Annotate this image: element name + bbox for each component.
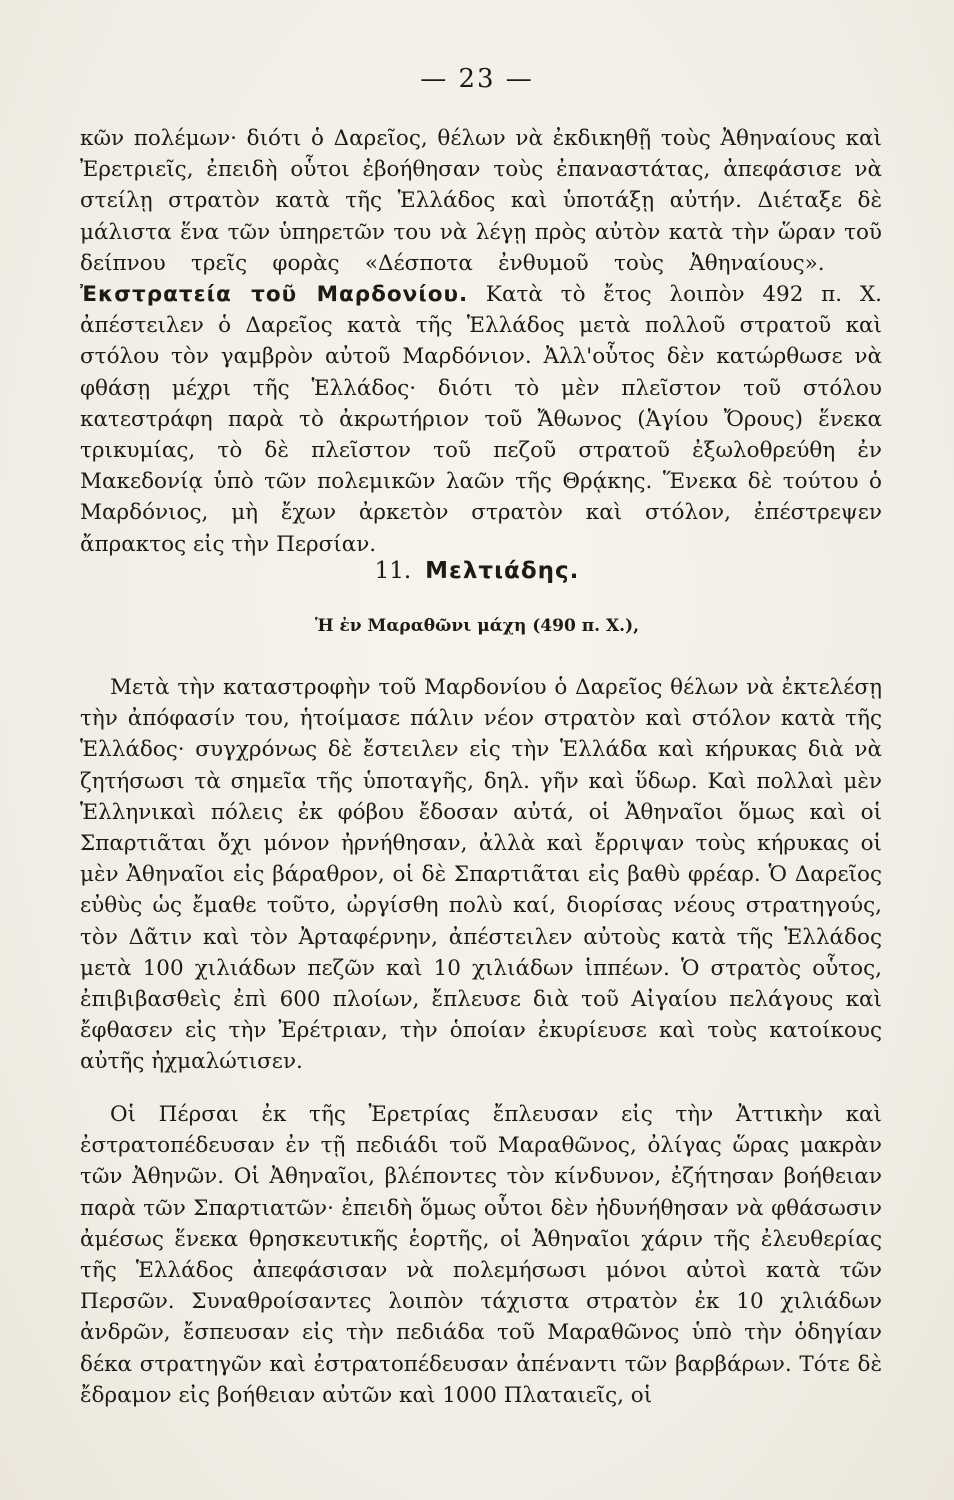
paragraph: [80, 1099, 882, 1411]
paragraph-text: Μετὰ τὴν καταστροφὴν τοῦ Μαρδονίου ὁ Δαρεῖος θέλων νὰ ἐκτελέσῃ τὴν ἀπόφασίν του, ἡτοίμασε πάλιν νέον στρατὸν καὶ στόλον κατὰ τῆς Ἑλλάδος· συγχρόνως δὲ ἔστειλεν εἰς τὴν Ἑλλάδα καὶ κήρυκας διὰ νὰ ζητήσωσι τὰ σημεῖα τῆς ὑποταγῆς, δηλ. γῆν καὶ ὕδωρ. Καὶ πολλαὶ μὲν Ἑλληνικαὶ πόλεις ἐκ φόβου ἔδοσαν αὐτά, οἱ Ἀθηναῖοι ὅμως καὶ οἱ Σπαρτιᾶται ὄχι μόνον ἠρνήθησαν, ἀλλὰ καὶ ἔρριψαν τοὺς κήρυκας οἱ μὲν Ἀθηναῖοι εἰς βάραθρον, οἱ δὲ Σπαρτιᾶται εἰς βαθὺ φρέαρ. Ὁ Δαρεῖος εὐθὺς ὡς ἔμαθε τοῦτο, ὠργίσθη πολὺ καί, διορίσας νέους στρατηγούς, τὸν Δᾶτιν καὶ τὸν Ἀρταφέρνην, ἀπέστειλεν αὐτοὺς κατὰ τῆς Ἑλλάδος μετὰ 100 χιλιάδων πεζῶν καὶ 10 χιλιάδων ἱππέων. Ὁ στρατὸς οὗτος, ἐπιβιβασθεὶς ἐπὶ 600 πλοίων, ἔπλευσε διὰ τοῦ Αἰγαίου πελάγους καὶ ἔφθασεν εἰς τὴν Ἐρέτριαν, τὴν ὁποίαν ἐκυρίευσε καὶ τοὺς κατοίκους αὐτῆς ἠχμαλώτισεν.: [80, 675, 882, 1075]
paragraph-text: Κατὰ τὸ ἔτος λοιπὸν 492 π. Χ. ἀπέστειλεν ὁ Δαρεῖος κατὰ τῆς Ἑλλάδος μετὰ πολλοῦ στρατοῦ καὶ στόλου τὸν γαμβρὸν αὐτοῦ Μαρδόνιον. Ἀλλ'οὗτος δὲν κατώρθωσε νὰ φθάσῃ μέχρι τῆς Ἑλλάδος· διότι τὸ μὲν πλεῖστον τοῦ στόλου κατεστράφη παρὰ τὸ ἀκρωτήριον τοῦ Ἄθωνος (Ἁγίου Ὄρους) ἕνεκα τρικυμίας, τὸ δὲ πλεῖστον τοῦ πεζοῦ στρατοῦ ἐξωλοθρεύθη ἐν Μακεδονίᾳ ὑπὸ τῶν πολεμικῶν λαῶν τῆς Θρᾴκης. Ἕνεκα δὲ τούτου ὁ Μαρδόνιος, μὴ ἔχων ἀρκετὸν στρατὸν καὶ στόλον, ἐπέστρεψεν ἄπρακτος εἰς τὴν Περσίαν.: [80, 282, 882, 557]
section-title: Μελτιάδης.: [425, 558, 580, 584]
section-heading: [0, 558, 954, 584]
section-subheading: Ἡ ἐν Μαραθῶνι μάχη (490 π. Χ.),: [314, 616, 640, 636]
inline-heading: Ἐκστρατεία τοῦ Μαρδονίου.: [80, 282, 469, 308]
paragraph: [80, 672, 882, 1078]
paragraph-intro: [80, 123, 882, 560]
paragraph-text: Οἱ Πέρσαι ἐκ τῆς Ἐρετρίας ἔπλευσαν εἰς τὴν Ἀττικὴν καὶ ἐστρατοπέδευσαν ἐν τῇ πεδιάδι τοῦ Μαραθῶνος, ὀλίγας ὥρας μακρὰν τῶν Ἀθηνῶν. Οἱ Ἀθηναῖοι, βλέποντες τὸν κίνδυνον, ἐζήτησαν βοήθειαν παρὰ τῶν Σπαρτιατῶν· ἐπειδὴ ὅμως οὗτοι δὲν ἠδυνήθησαν νὰ φθάσωσιν ἀμέσως ἕνεκα θρησκευτικῆς ἑορτῆς, οἱ Ἀθηναῖοι χάριν τῆς ἐλευθερίας τῆς Ἑλλάδος ἀπεφάσισαν νὰ πολεμήσωσι μόνοι αὐτοὶ κατὰ τῶν Περσῶν. Συναθροίσαντες λοιπὸν τάχιστα στρατὸν ἐκ 10 χιλιάδων ἀνδρῶν, ἔσπευσαν εἰς τὴν πεδιάδα τοῦ Μαραθῶνος ὑπὸ τὴν ὁδηγίαν δέκα στρατηγῶν καὶ ἐστρατοπέδευσαν ἀπέναντι τῶν βαρβάρων. Τότε δὲ ἔδραμον εἰς βοήθειαν αὐτῶν καὶ 1000 Πλαταιεῖς, οἱ: [80, 1102, 882, 1408]
page-number: — 23 —: [420, 64, 534, 94]
paragraph-text: κῶν πολέμων· διότι ὁ Δαρεῖος, θέλων νὰ ἐκδικηθῇ τοὺς Ἀθηναίους καὶ Ἐρετριεῖς, ἐπειδὴ οὗτοι ἐβοήθησαν τοὺς ἐπαναστάτας, ἀπεφάσισε νὰ στείλῃ στρατὸν κατὰ τῆς Ἑλλάδος καὶ ὑποτάξῃ αὐτήν. Διέταξε δὲ μάλιστα ἕνα τῶν ὑπηρετῶν του νὰ λέγῃ πρὸς αὐτὸν κατὰ τὴν ὥραν τοῦ δείπνου τρεῖς φορὰς «Δέσποτα ἐνθυμοῦ τοὺς Ἀθηναίους».: [80, 126, 882, 276]
section-number: 11.: [374, 558, 412, 584]
